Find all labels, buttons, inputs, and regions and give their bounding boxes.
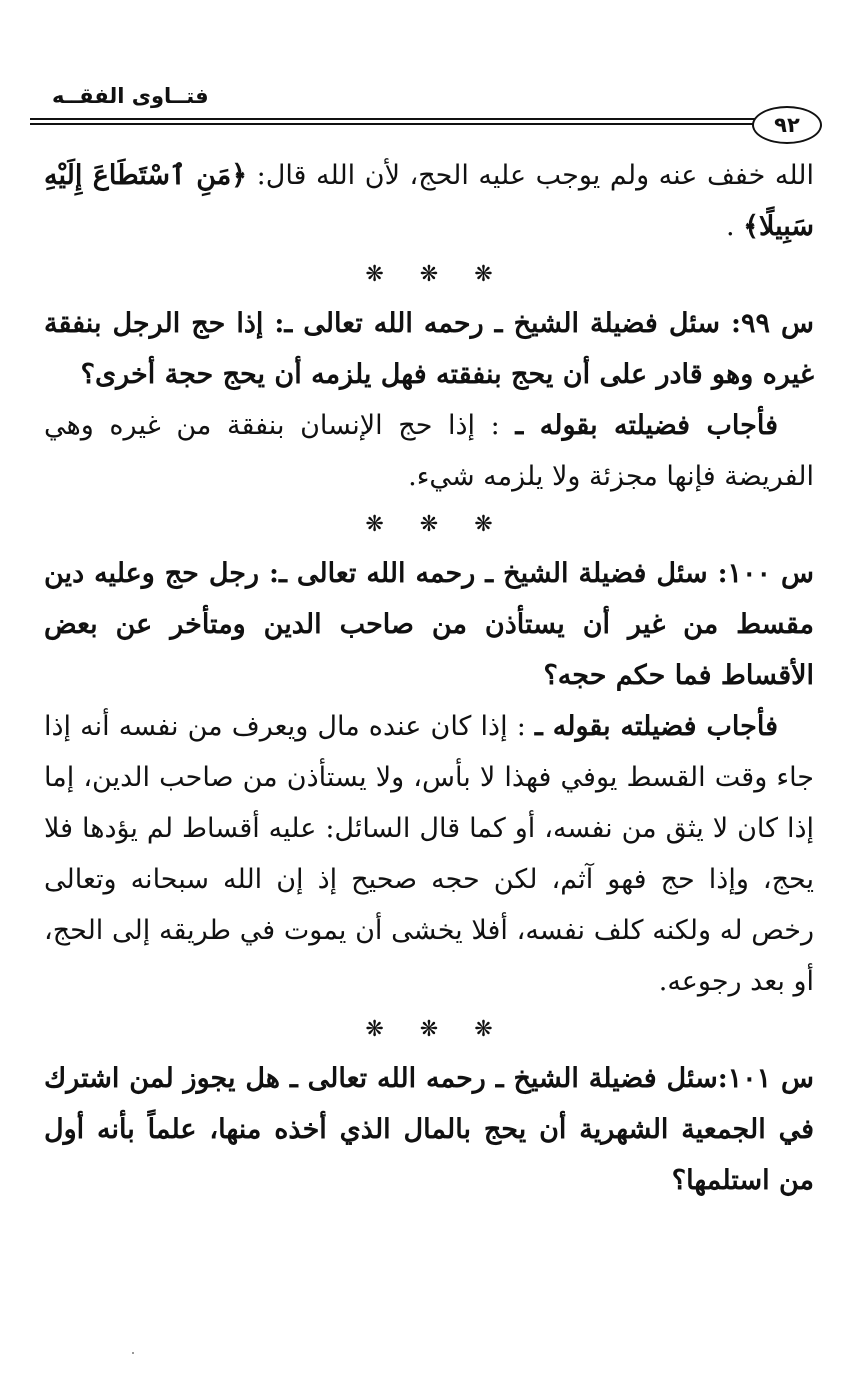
intro-text: الله خفف عنه ولم يوجب عليه الحج، لأن الله قال: (247, 160, 814, 191)
separator-star: ❋ (419, 1017, 439, 1042)
separator-star: ❋ (365, 512, 384, 537)
separator-star: ❋ (474, 512, 493, 537)
page-body (44, 150, 814, 1206)
separator-star: ❋ (365, 1017, 384, 1042)
page-number: ٩٢ (752, 106, 822, 144)
intro-end: . (725, 211, 744, 242)
running-title: فتــاوى الفقــه (52, 84, 209, 108)
separator-star: ❋ (419, 512, 439, 537)
header-rule-bottom (30, 123, 758, 125)
question-100: س ١٠٠: سئل فضيلة الشيخ ـ رحمه الله تعالى ـ: رجل حج وعليه دين مقسط من غير أن يستأذن من صاحب الدين ومتأخر عن بعض الأقساط فما حكم حجه؟ (44, 558, 814, 691)
separator-star: ❋ (474, 1017, 493, 1042)
answer-100 (44, 701, 814, 1007)
answer-99 (44, 400, 814, 502)
answer-100-text: : إذا كان عنده مال ويعرف من نفسه أنه إذا جاء وقت القسط يوفي فهذا لا بأس، ولا يستأذن من صاحب الدين، إما إذا كان لا يثق من نفسه، أو كما قال السائل: عليه أقساط لم يؤدها فلا يحج، وإذا حج فهو آثم، لكن حجه صحيح إذ إن الله سبحانه وتعالى رخص له ولكنه كلف نفسه، أفلا يخشى أن يموت في طريقه إلى الحج، أو بعد رجوعه. (44, 711, 814, 997)
separator-3 (44, 1007, 814, 1053)
answer-99-text: : إذا حج الإنسان بنفقة من غيره وهي الفريضة فإنها مجزئة ولا يلزمه شيء. (44, 410, 814, 492)
separator-2 (44, 502, 814, 548)
quran-verse: ﴿مَنِ ٱسْتَطَاعَ إِلَيْهِ سَبِيلًا﴾ (44, 160, 814, 242)
separator-star: ❋ (474, 262, 493, 287)
page-header (30, 78, 820, 148)
answer-99-lead: فأجاب فضيلته بقوله ـ (515, 410, 778, 441)
scan-speck (132, 1352, 134, 1354)
separator-star: ❋ (365, 262, 384, 287)
question-99: س ٩٩: سئل فضيلة الشيخ ـ رحمه الله تعالى ـ: إذا حج الرجل بنفقة غيره وهو قادر على أن يحج بنفقته فهل يلزمه أن يحج حجة أخرى؟ (44, 308, 814, 390)
intro-paragraph (44, 150, 814, 252)
answer-100-lead: فأجاب فضيلته بقوله ـ (534, 711, 778, 742)
separator-1 (44, 252, 814, 298)
separator-star: ❋ (419, 262, 439, 287)
question-101: س ١٠١:سئل فضيلة الشيخ ـ رحمه الله تعالى ـ هل يجوز لمن اشترك في الجمعية الشهرية أن يحج بالمال الذي أخذه منها، علماً بأنه أول من استلمها؟ (44, 1063, 815, 1196)
header-rule-top (30, 118, 758, 120)
